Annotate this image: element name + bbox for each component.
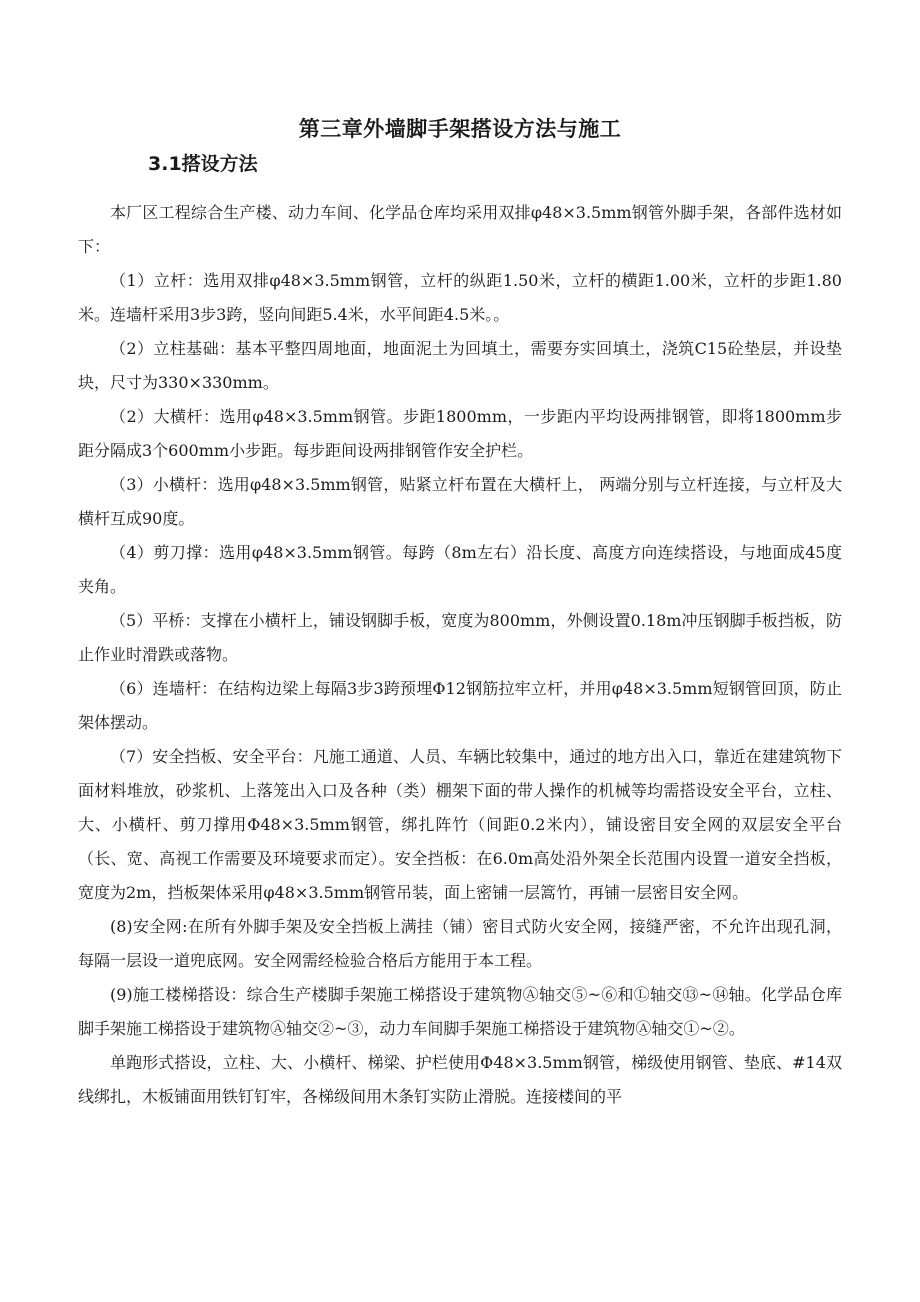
paragraph-cross-brace: （4）剪刀撑：选用φ48×3.5mm钢管。每跨（8m左右）沿长度、高度方向连续搭设，与地面成45度夹角。 bbox=[78, 543, 842, 596]
paragraph-ledger: （2）大横杆：选用φ48×3.5mm钢管。步距1800mm，一步距内平均设两排钢管，即将1800mm步距分隔成3个600mm小步距。每步距间设两排钢管作安全护栏。 bbox=[78, 407, 842, 460]
paragraph-intro: 本厂区工程综合生产楼、动力车间、化学品仓库均采用双排φ48×3.5mm钢管外脚手架，各部件选材如下： bbox=[78, 203, 842, 256]
paragraph-column-foundation: （2）立柱基础：基本平整四周地面，地面泥土为回填土，需要夯实回填土，浇筑C15砼垫层，并设垫块，尺寸为330×330mm。 bbox=[78, 339, 842, 392]
paragraph-safety-net: (8)安全网:在所有外脚手架及安全挡板上满挂（铺）密目式防火安全网，接缝严密，不允许出现孔洞，每隔一层设一道兜底网。安全网需经检验合格后方能用于本工程。 bbox=[78, 917, 842, 970]
paragraph-upright-pole: （1）立杆：选用双排φ48×3.5mm钢管，立杆的纵距1.50米，立杆的横距1.00米，立杆的步距1.80米。连墙杆采用3步3跨，竖向间距5.4米，水平间距4.5米。。 bbox=[78, 271, 842, 324]
paragraph-stair-erection: (9)施工楼梯搭设：综合生产楼脚手架施工梯搭设于建筑物Ⓐ轴交⑤~⑥和Ⓛ轴交⑬~⑭轴。化学品仓库脚手架施工梯搭设于建筑物Ⓐ轴交②~③，动力车间脚手架施工梯搭设于建筑物Ⓐ轴交①~②。 bbox=[78, 985, 842, 1038]
paragraph-safety-board: （7）安全挡板、安全平台：凡施工通道、人员、车辆比较集中，通过的地方出入口，靠近在建建筑物下面材料堆放，砂浆机、上落笼出入口及各种（类）棚架下面的带人操作的机械等均需搭设安全平台，立柱、大、小横杆、剪刀撑用Φ48×3.5mm钢管，绑扎阵竹（间距0.2米内），铺设密目安全网的双层安全平台（长、宽、高视工作需要及环境要求而定）。安全挡板：在6.0m高处沿外架全长范围内设置一道安全挡板，宽度为2m，挡板架体采用φ48×3.5mm钢管吊装，面上密铺一层篙竹，再铺一层密目安全网。 bbox=[78, 747, 842, 902]
document-body bbox=[78, 196, 842, 1114]
paragraph-transom: （3）小横杆：选用φ48×3.5mm钢管，贴紧立杆布置在大横杆上， 两端分别与立杆连接，与立杆及大横杆互成90度。 bbox=[78, 475, 842, 528]
paragraph-wall-tie: （6）连墙杆：在结构边梁上每隔3步3跨预埋Φ12钢筋拉牢立杆，并用φ48×3.5mm短钢管回顶，防止架体摆动。 bbox=[78, 679, 842, 732]
chapter-title: 第三章外墙脚手架搭设方法与施工 bbox=[298, 117, 622, 141]
paragraph-platform: （5）平桥：支撑在小横杆上，铺设钢脚手板，宽度为800mm，外侧设置0.18m冲压钢脚手板挡板，防止作业时滑跌或落物。 bbox=[78, 611, 842, 664]
section-title: 3.1搭设方法 bbox=[148, 153, 258, 175]
paragraph-single-run: 单跑形式搭设，立柱、大、小横杆、梯梁、护栏使用Φ48×3.5mm钢管，梯级使用钢管、垫底、#14双线绑扎，木板铺面用铁钉钉牢，各梯级间用木条钉实防止滑脱。连接楼间的平 bbox=[78, 1053, 842, 1106]
